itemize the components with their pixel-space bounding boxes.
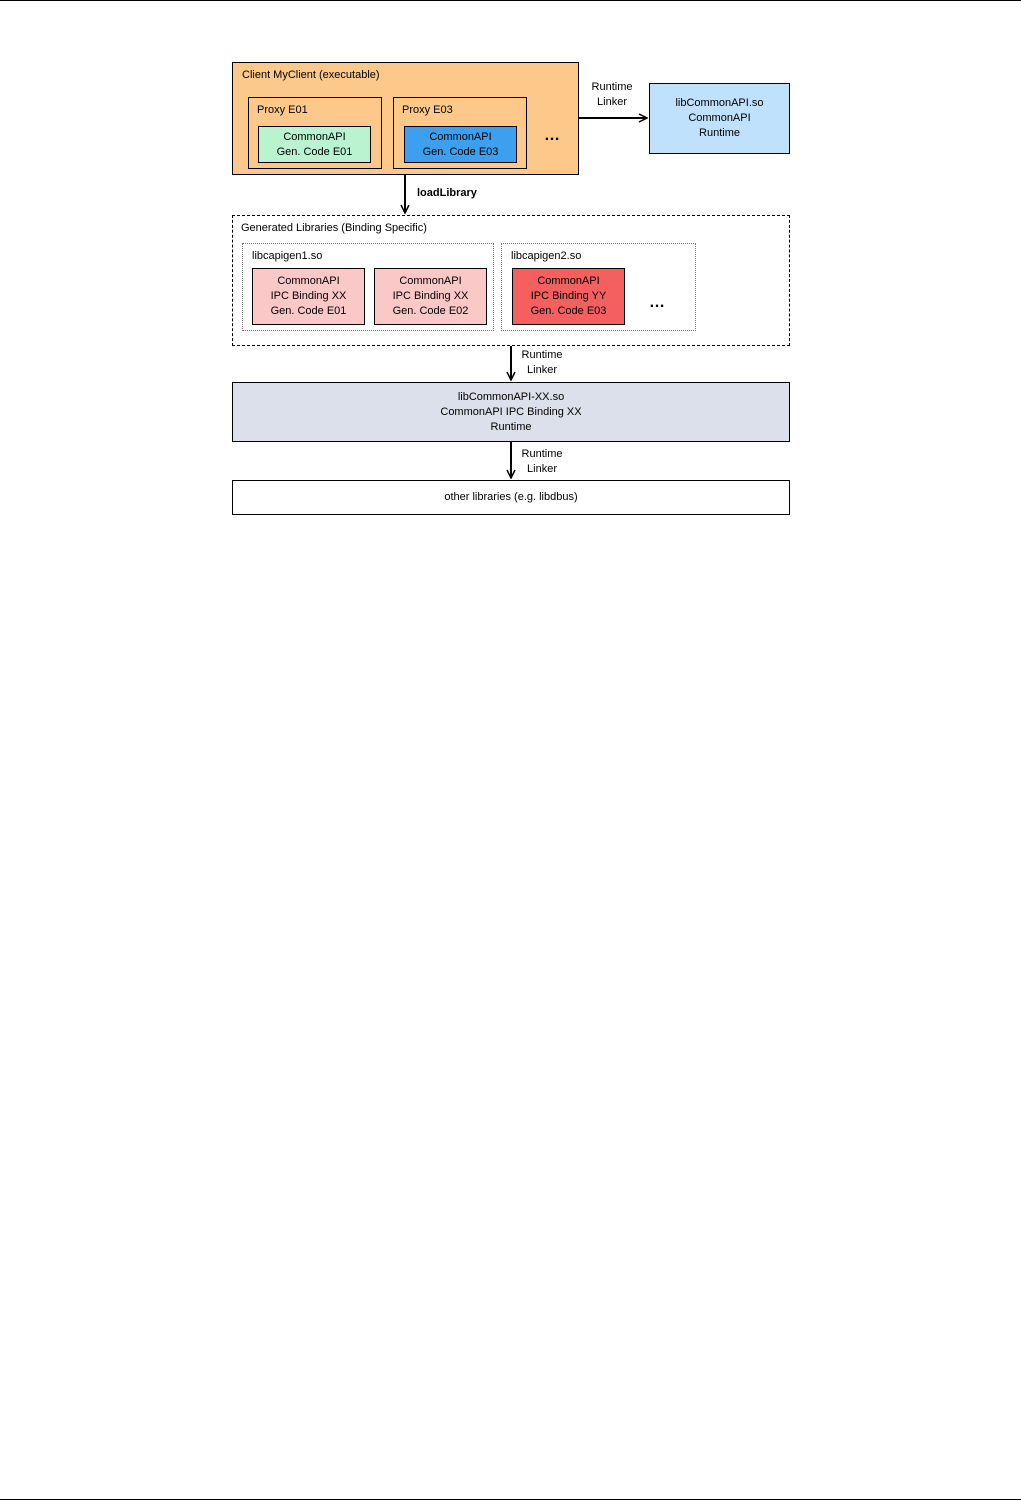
label-runtime-linker-mid <box>517 348 567 378</box>
libcapigen2-ellipsis: … <box>649 294 666 311</box>
e02-line-1: CommonAPI <box>399 275 462 287</box>
e02-line-2: IPC Binding XX <box>392 290 469 302</box>
proxy-e03-title: Proxy E03 <box>402 104 453 116</box>
libcapigen2-title: libcapigen2.so <box>511 250 582 262</box>
gen-code-e01-line-2: Gen. Code E01 <box>276 145 353 158</box>
libcapigen1-title: libcapigen1.so <box>252 250 323 262</box>
gen-code-e01-line-1: CommonAPI <box>283 130 346 143</box>
e01-line-1: CommonAPI <box>277 275 340 287</box>
e02-line-3: Gen. Code E02 <box>392 305 469 317</box>
e01-line-2: IPC Binding XX <box>270 290 347 302</box>
proxy-e01-title: Proxy E01 <box>257 104 308 116</box>
label-runtime-linker-bottom <box>517 447 567 477</box>
label-runtime-linker-mid-2: Linker <box>527 364 557 376</box>
binding-runtime-line-3: Runtime <box>490 420 532 433</box>
binding-runtime-line-1: libCommonAPI-XX.so <box>457 390 565 403</box>
runtime-line-2: CommonAPI <box>688 112 751 124</box>
runtime-line-3: Runtime <box>699 127 740 139</box>
e03-line-2: IPC Binding YY <box>530 290 607 302</box>
gen-code-e03-line-2: Gen. Code E03 <box>422 145 499 158</box>
e03-line-1: CommonAPI <box>537 275 600 287</box>
other-libraries-label: other libraries (e.g. libdbus) <box>444 491 578 503</box>
e01-line-3: Gen. Code E01 <box>270 305 347 317</box>
label-runtime-linker-top <box>586 80 638 110</box>
label-load-library: loadLibrary <box>417 187 477 199</box>
label-runtime-linker-top-2: Linker <box>597 96 627 108</box>
runtime-line-1: libCommonAPI.so <box>675 97 764 109</box>
label-runtime-linker-mid-1: Runtime <box>521 349 563 361</box>
generated-title: Generated Libraries (Binding Specific) <box>241 222 427 234</box>
binding-runtime-line-2: CommonAPI IPC Binding XX <box>440 405 582 418</box>
label-runtime-linker-bottom-1: Runtime <box>521 448 563 460</box>
client-ellipsis: … <box>544 127 561 144</box>
e03-line-3: Gen. Code E03 <box>530 305 607 317</box>
client-title: Client MyClient (executable) <box>242 69 380 81</box>
gen-code-e03-line-1: CommonAPI <box>429 130 492 143</box>
label-runtime-linker-bottom-2: Linker <box>527 463 557 475</box>
label-runtime-linker-top-1: Runtime <box>591 81 633 93</box>
